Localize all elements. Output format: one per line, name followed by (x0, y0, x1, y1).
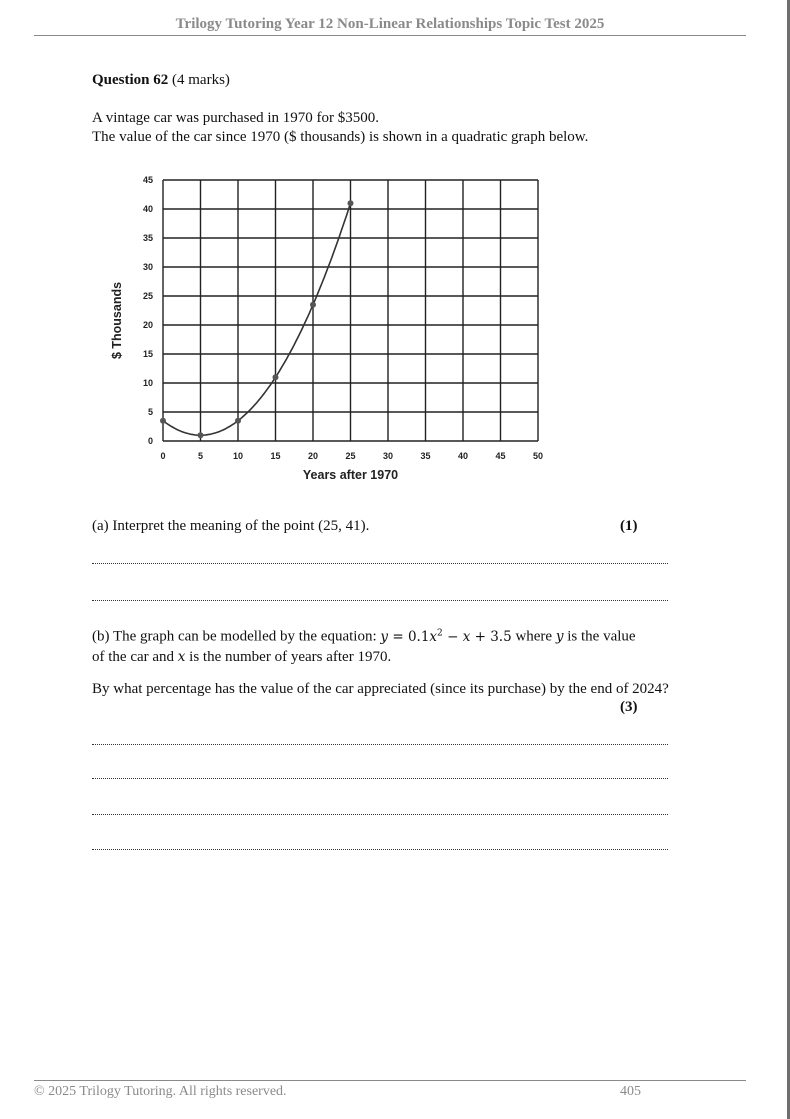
question-intro (92, 109, 588, 147)
eq-minus: − (442, 628, 463, 645)
y-tick-label: 0 (147, 436, 153, 446)
equation (380, 629, 511, 645)
y-tick-label: 40 (142, 204, 153, 214)
part-b-tail: is the value (563, 628, 636, 645)
x-tick-label: 35 (420, 451, 431, 461)
y-tick-label: 15 (142, 349, 153, 359)
x-tick-label: 0 (160, 451, 166, 461)
x-tick-label: 25 (345, 451, 356, 461)
footer-rule (34, 1080, 746, 1081)
y-tick-label: 20 (142, 320, 153, 330)
data-point (273, 374, 279, 380)
eq-x: x (429, 628, 438, 645)
x-tick-label: 15 (270, 451, 281, 461)
x-tick-label: 50 (532, 451, 544, 461)
eq-constant: + 3.5 (470, 628, 512, 645)
data-point (198, 432, 204, 438)
data-point (348, 200, 354, 206)
part-b-question (92, 623, 692, 667)
var-y: y (555, 628, 564, 645)
part-a-marks: (1) (620, 518, 638, 534)
eq-equals: = (388, 628, 408, 645)
y-tick-label: 5 (147, 407, 153, 417)
part-b-percentage-question: By what percentage has the value of the car appreciated (since its purchase) by the end of 2024? (92, 681, 669, 697)
part-a-question: (a) Interpret the meaning of the point (25, 41). (92, 518, 370, 534)
y-axis-label: $ Thousands (110, 281, 124, 360)
part-b-marks: (3) (620, 699, 638, 715)
eq-x: x (462, 628, 471, 645)
answer-line (92, 744, 668, 745)
var-x: x (177, 648, 186, 665)
data-point (235, 418, 241, 424)
y-tick-label: 25 (142, 291, 153, 301)
answer-line (92, 600, 668, 601)
header-rule (34, 35, 746, 36)
car-value-chart (100, 168, 560, 488)
eq-coef: 0.1 (407, 628, 430, 645)
answer-line (92, 849, 668, 850)
data-point (160, 418, 166, 424)
answer-line (92, 563, 668, 564)
x-tick-label: 5 (197, 451, 204, 461)
y-tick-label: 45 (142, 175, 153, 185)
question-marks: (4 marks) (172, 72, 230, 88)
question-number: Question 62 (92, 72, 169, 88)
part-b-mid: where (511, 628, 556, 645)
footer-page-number: 405 (620, 1084, 641, 1099)
data-point (310, 302, 316, 308)
x-tick-label: 30 (382, 451, 394, 461)
y-tick-label: 10 (142, 378, 153, 388)
y-tick-label: 30 (142, 262, 153, 272)
page-header-title: Trilogy Tutoring Year 12 Non-Linear Relationships Topic Test 2025 (175, 16, 605, 32)
eq-exponent: 2 (437, 628, 443, 638)
x-tick-label: 40 (457, 451, 469, 461)
x-tick-label: 10 (232, 451, 244, 461)
x-axis-label: Years after 1970 (302, 468, 399, 482)
answer-line (92, 814, 668, 815)
part-b-lead: (b) The graph can be modelled by the equation: (92, 628, 381, 645)
question-heading (92, 72, 230, 89)
intro-line-1: A vintage car was purchased in 1970 for $3500. (92, 110, 380, 126)
part-b-line2-start: of the car and (92, 648, 178, 665)
part-b-line2-end: is the number of years after 1970. (185, 648, 392, 665)
intro-line-2: The value of the car since 1970 ($ thousands) is shown in a quadratic graph below. (92, 129, 589, 145)
footer-copyright: © 2025 Trilogy Tutoring. All rights reserved. (34, 1084, 287, 1099)
y-tick-label: 35 (142, 233, 153, 243)
eq-y: y (380, 628, 389, 645)
x-tick-label: 20 (307, 451, 319, 461)
answer-line (92, 778, 668, 779)
x-tick-label: 45 (495, 451, 506, 461)
